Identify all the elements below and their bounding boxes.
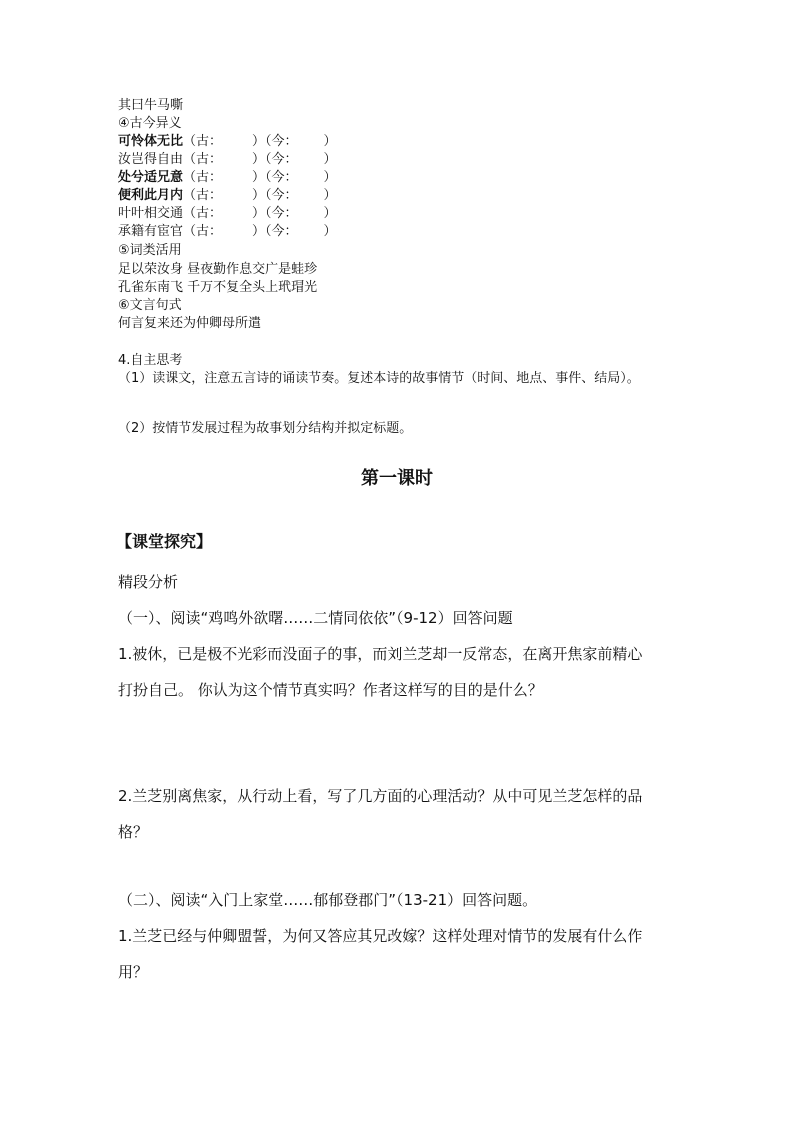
part1-question-2-line-1: 2.兰芝别离焦家，从行动上看，写了几方面的心理活动？从中可见兰芝怎样的品 [118, 787, 643, 805]
gujin-row-2 [118, 151, 337, 169]
gujin-end: ） [323, 188, 337, 203]
gujin-end: ） [323, 206, 337, 221]
cilei-line-2: 孔雀东南飞 千万不复全头上玳瑁光 [118, 280, 318, 295]
jushi-line: 何言复来还为仲卿母所遣 [118, 316, 262, 331]
heading-cilei-huoyong: ⑤词类活用 [118, 243, 182, 258]
gujin-row-4 [118, 187, 337, 205]
heading-wenyan-jushi: ⑥文言句式 [118, 298, 182, 313]
line-niu-ma: 其曰牛马嘶 [118, 98, 184, 113]
part2-question-1-line-2: 用？ [118, 963, 149, 981]
gujin-word: 处兮适兄意 [118, 170, 184, 185]
gujin-gu: （古： [183, 134, 223, 149]
section-title: 【课堂探究】 [116, 532, 213, 551]
gujin-row-6 [118, 223, 337, 241]
gujin-end: ） [323, 224, 337, 239]
part2-question-1-line-1: 1.兰芝已经与仲卿盟誓，为何又答应其兄改嫁？这样处理对情节的发展有什么作 [118, 927, 643, 945]
think-question-2: （2）按情节发展过程为故事划分结构并拟定标题。 [118, 421, 413, 436]
part1-title: （一）、阅读“鸡鸣外欲曙……二情同依依”（9-12）回答问题 [118, 609, 513, 627]
gujin-jin: ）（今： [252, 206, 298, 221]
part1-question-1-line-1: 1.被休，已是极不光彩而没面子的事，而刘兰芝却一反常态，在离开焦家前精心 [118, 645, 643, 663]
gujin-jin: ）（今： [252, 152, 298, 167]
gujin-gu: （古： [183, 224, 223, 239]
gujin-gu: （古： [183, 188, 223, 203]
gujin-row-3 [118, 169, 337, 187]
gujin-end: ） [323, 134, 337, 149]
gujin-word: 便利此月内 [118, 188, 184, 203]
gujin-jin: ）（今： [252, 224, 298, 239]
gujin-jin: ）（今： [252, 188, 298, 203]
gujin-row-5 [118, 205, 337, 223]
gujin-jin: ）（今： [252, 134, 298, 149]
cilei-line-1: 足以荣汝身 昼夜勤作息交广是蛙珍 [118, 262, 318, 277]
gujin-gu: （古： [183, 170, 223, 185]
gujin-end: ） [323, 152, 337, 167]
analysis-heading: 精段分析 [118, 573, 179, 591]
gujin-row-1 [118, 133, 337, 151]
think-question-1: （1）读课文，注意五言诗的诵读节奏。复述本诗的故事情节（时间、地点、事件、结局）。 [118, 371, 640, 386]
gujin-word: 叶叶相交通 [118, 206, 184, 221]
gujin-gu: （古： [183, 152, 223, 167]
gujin-gu: （古： [183, 206, 223, 221]
think-heading: 4.自主思考 [118, 353, 183, 368]
part1-question-1-line-2: 打扮自己。 你认为这个情节真实吗？作者这样写的目的是什么？ [118, 681, 543, 699]
gujin-end: ） [323, 170, 337, 185]
lesson-title: 第一课时 [361, 468, 433, 489]
heading-gujin-yiyi: ④古今异义 [118, 116, 182, 131]
part2-title: （二）、阅读“入门上家堂……郁郁登郡门”（13-21）回答问题。 [118, 891, 538, 909]
gujin-word: 可怜体无比 [118, 134, 184, 149]
part1-question-2-line-2: 格？ [118, 823, 149, 841]
gujin-word: 汝岂得自由 [118, 152, 184, 167]
gujin-jin: ）（今： [252, 170, 298, 185]
gujin-word: 承籍有宦官 [118, 224, 184, 239]
